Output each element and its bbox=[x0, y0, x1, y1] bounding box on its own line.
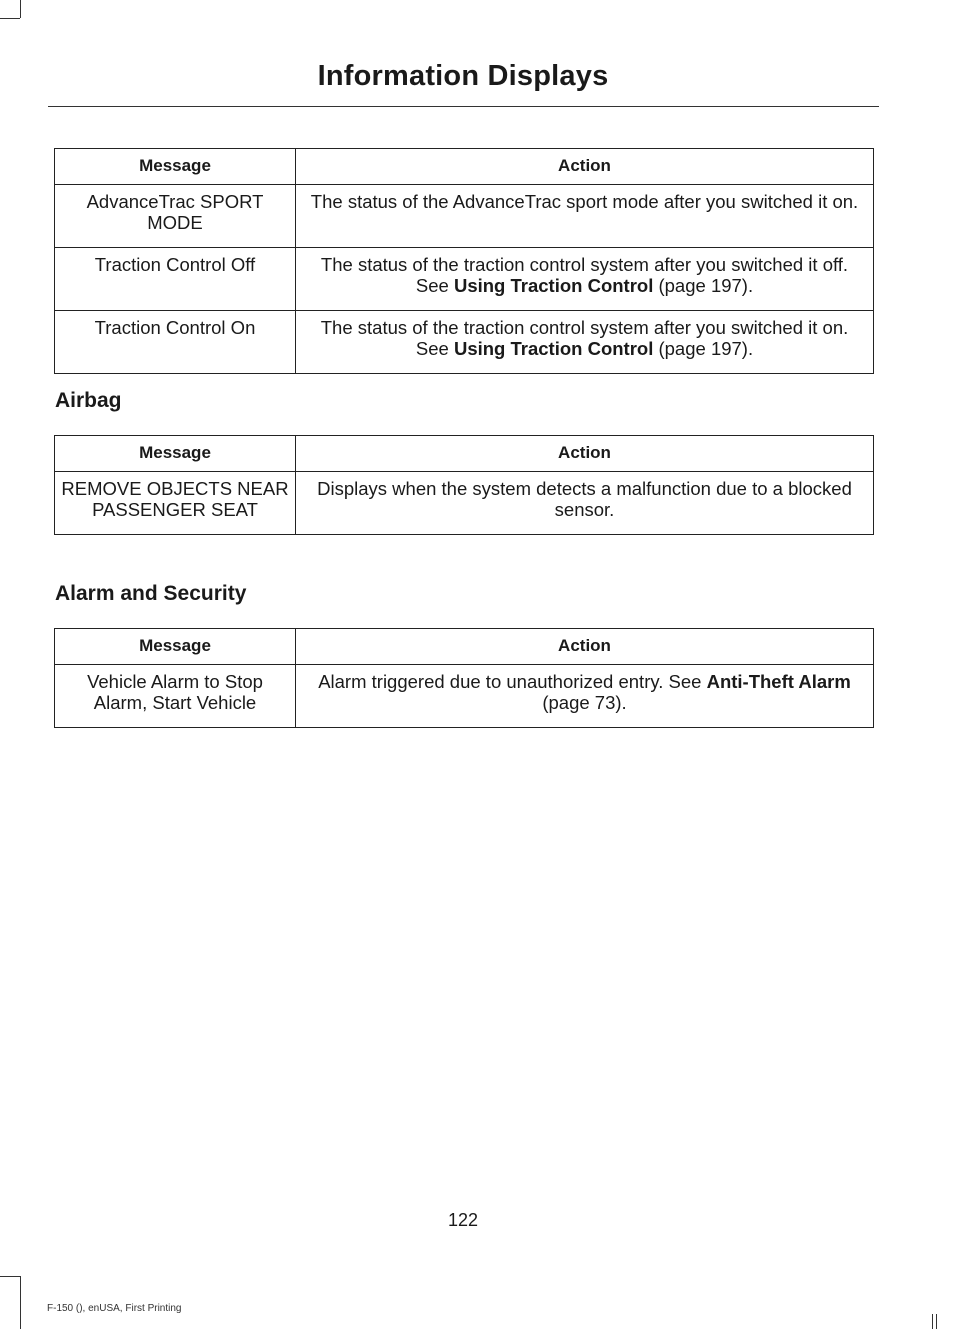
cross-reference-link[interactable]: Using Traction Control bbox=[453, 275, 654, 296]
message-cell: AdvanceTrac SPORT MODE bbox=[55, 185, 296, 248]
message-cell: REMOVE OBJECTS NEAR PASSENGER SEAT bbox=[55, 472, 296, 535]
table-row bbox=[55, 311, 874, 374]
table-header-row bbox=[55, 149, 874, 185]
page-reference: (page 73). bbox=[542, 692, 627, 713]
airbag-message-table bbox=[54, 435, 874, 535]
action-text: Alarm triggered due to unauthorized entry. See bbox=[318, 671, 707, 692]
action-column-header: Action bbox=[296, 629, 874, 665]
section-heading-airbag: Airbag bbox=[55, 389, 122, 412]
alarm-message-table bbox=[54, 628, 874, 728]
action-cell bbox=[296, 472, 874, 535]
page-title: Information Displays bbox=[317, 60, 609, 92]
message-cell: Vehicle Alarm to Stop Alarm, Start Vehicle bbox=[55, 665, 296, 728]
table-row bbox=[55, 472, 874, 535]
crop-mark-bottom-left-v bbox=[20, 1276, 21, 1329]
table-header-row bbox=[55, 436, 874, 472]
message-column-header: Message bbox=[55, 629, 296, 665]
page-number: 122 bbox=[447, 1210, 479, 1230]
footer-print-info: F-150 (), enUSA, First Printing bbox=[47, 1303, 182, 1314]
message-column-header: Message bbox=[55, 436, 296, 472]
message-column-header: Message bbox=[55, 149, 296, 185]
action-cell bbox=[296, 248, 874, 311]
title-divider bbox=[48, 106, 879, 107]
action-cell bbox=[296, 665, 874, 728]
crop-mark-bottom-right-v1 bbox=[932, 1314, 933, 1329]
traction-message-table bbox=[54, 148, 874, 374]
cross-reference-link[interactable]: Anti-Theft Alarm bbox=[706, 671, 851, 692]
action-text: The status of the AdvanceTrac sport mode after you switched it on. bbox=[310, 191, 859, 212]
message-cell: Traction Control On bbox=[55, 311, 296, 374]
cross-reference-link[interactable]: Using Traction Control bbox=[453, 338, 654, 359]
table-row bbox=[55, 185, 874, 248]
action-text: The status of the traction control system after you switched it on. See bbox=[320, 317, 849, 359]
table-row bbox=[55, 248, 874, 311]
crop-mark-top-left-v bbox=[20, 0, 21, 18]
action-text: Displays when the system detects a malfunction due to a blocked sensor. bbox=[317, 478, 852, 520]
section-heading-alarm-and-security: Alarm and Security bbox=[55, 582, 247, 605]
table-header-row bbox=[55, 629, 874, 665]
page-reference: (page 197). bbox=[653, 275, 754, 296]
action-cell bbox=[296, 311, 874, 374]
action-cell bbox=[296, 185, 874, 248]
action-column-header: Action bbox=[296, 436, 874, 472]
action-column-header: Action bbox=[296, 149, 874, 185]
action-text: The status of the traction control system after you switched it off. See bbox=[320, 254, 849, 296]
crop-mark-top-left-h bbox=[0, 18, 20, 19]
page-reference: (page 197). bbox=[653, 338, 754, 359]
table-row bbox=[55, 665, 874, 728]
crop-mark-bottom-right-v2 bbox=[936, 1314, 937, 1329]
message-cell: Traction Control Off bbox=[55, 248, 296, 311]
crop-mark-bottom-left-h bbox=[0, 1276, 20, 1277]
